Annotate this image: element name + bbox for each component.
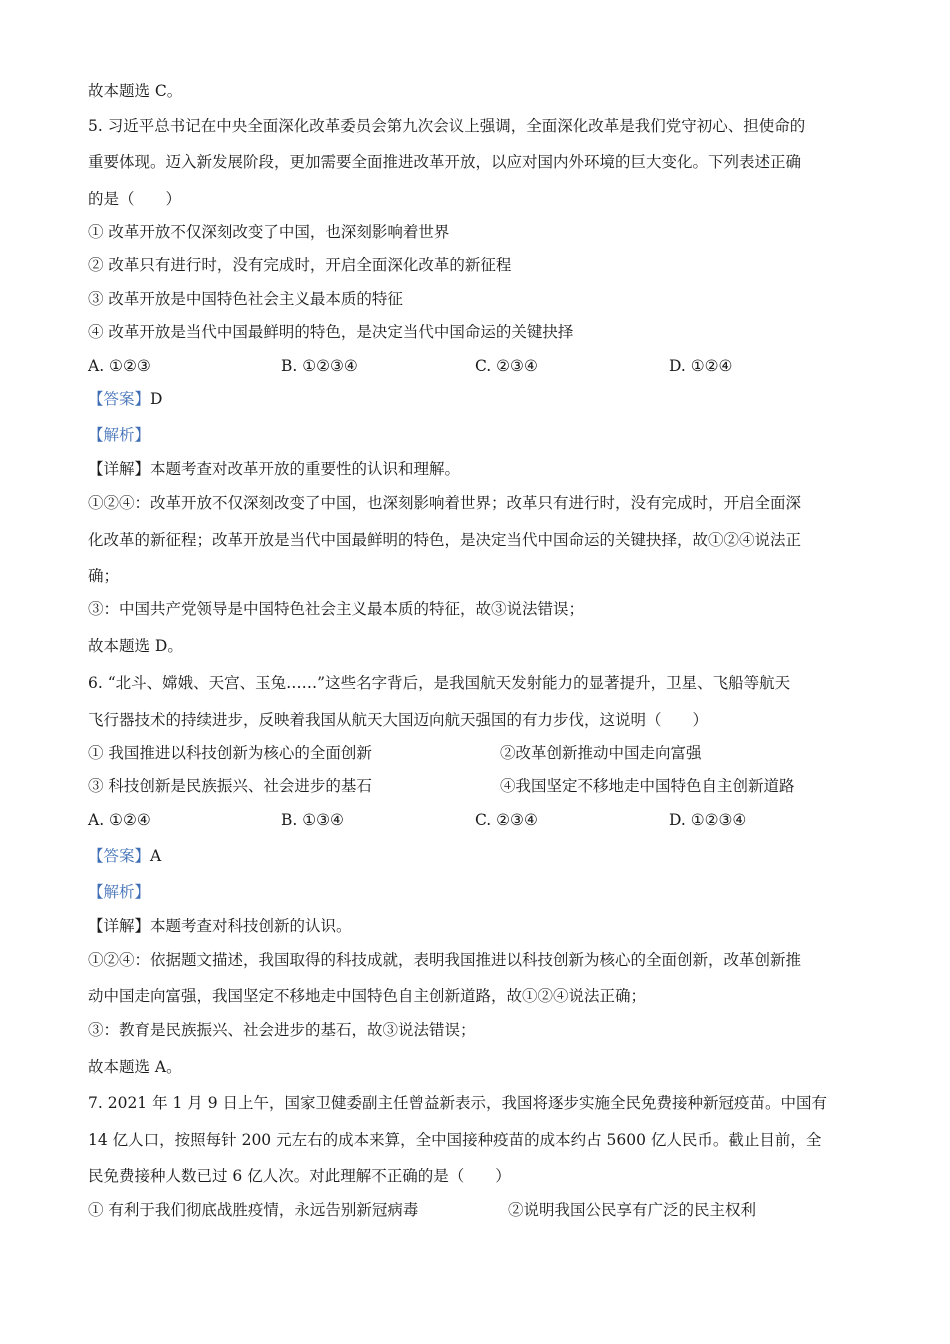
q5-conclusion: 故本题选 D。: [88, 637, 183, 655]
q6-detail-3: 动中国走向富强，我国坚定不移地走中国特色自主创新道路，故①②④说法正确；: [88, 987, 647, 1005]
q7-stem-line-3: 民免费接种人数已过 6 亿人次。对此理解不正确的是（ ）: [88, 1167, 511, 1185]
q5-detail-4: 确；: [88, 567, 120, 585]
q6-option-c: C. ②③④: [475, 811, 538, 829]
q6-statement-2: ②改革创新推动中国走向富强: [500, 744, 702, 762]
q4-conclusion: 故本题选 C。: [88, 82, 183, 100]
q7-statement-1: ① 有利于我们彻底战胜疫情，永远告别新冠病毒: [88, 1201, 419, 1219]
q6-option-d: D. ①②③④: [669, 811, 747, 829]
q6-statement-3: ③ 科技创新是民族振兴、社会进步的基石: [88, 777, 372, 795]
q7-stem-line-2: 14 亿人口，按照每针 200 元左右的成本来算，全中国接种疫苗的成本约占 5600 亿人民币。截止目前，全: [88, 1131, 822, 1149]
q6-detail-4: ③：教育是民族振兴、社会进步的基石，故③说法错误；: [88, 1021, 476, 1039]
q5-detail-1: 【详解】本题考查对改革开放的重要性的认识和理解。: [88, 460, 461, 478]
answer-value: A: [150, 847, 162, 865]
q5-detail-5: ③：中国共产党领导是中国特色社会主义最本质的特征，故③说法错误；: [88, 600, 585, 618]
q5-answer: [88, 389, 162, 409]
q5-analysis-tag: 【解析】: [88, 426, 151, 444]
answer-value: D: [150, 390, 163, 408]
q6-statement-1: ① 我国推进以科技创新为核心的全面创新: [88, 744, 372, 762]
q6-analysis-tag: 【解析】: [88, 883, 151, 901]
q5-option-c: C. ②③④: [475, 357, 538, 375]
q5-stem-line-1: 5. 习近平总书记在中央全面深化改革委员会第九次会议上强调，全面深化改革是我们党守初心、担使命的: [88, 117, 806, 135]
q6-option-a: A. ①②④: [88, 811, 151, 829]
q5-statement-3: ③ 改革开放是中国特色社会主义最本质的特征: [88, 290, 403, 308]
answer-tag: 【答案】: [88, 847, 151, 865]
q5-stem-line-3: 的是（ ）: [88, 190, 182, 208]
q6-detail-1: 【详解】本题考查对科技创新的认识。: [88, 917, 352, 935]
q5-stem-line-2: 重要体现。迈入新发展阶段，更加需要全面推进改革开放，以应对国内外环境的巨大变化。下列表述正确: [88, 153, 802, 171]
q7-statement-2: ②说明我国公民享有广泛的民主权利: [508, 1201, 757, 1219]
q5-detail-2: ①②④：改革开放不仅深刻改变了中国，也深刻影响着世界；改革只有进行时，没有完成时，开启全面深: [88, 494, 802, 512]
q6-stem-line-1: 6. “北斗、嫦娥、天宫、玉兔……”这些名字背后，是我国航天发射能力的显著提升，卫星、飞船等航天: [88, 674, 791, 692]
q6-statement-4: ④我国坚定不移地走中国特色自主创新道路: [500, 777, 795, 795]
q5-option-a: A. ①②③: [88, 357, 151, 375]
q6-detail-2: ①②④：依据题文描述，我国取得的科技成就，表明我国推进以科技创新为核心的全面创新，改革创新推: [88, 951, 802, 969]
q6-answer: [88, 846, 161, 866]
q7-stem-line-1: 7. 2021 年 1 月 9 日上午，国家卫健委副主任曾益新表示，我国将逐步实施全民免费接种新冠疫苗。中国有: [88, 1094, 828, 1112]
q6-conclusion: 故本题选 A。: [88, 1058, 182, 1076]
q5-option-b: B. ①②③④: [281, 357, 358, 375]
q5-option-d: D. ①②④: [669, 357, 733, 375]
answer-tag: 【答案】: [88, 390, 151, 408]
q5-statement-1: ① 改革开放不仅深刻改变了中国，也深刻影响着世界: [88, 223, 450, 241]
q5-statement-2: ② 改革只有进行时，没有完成时，开启全面深化改革的新征程: [88, 256, 512, 274]
q6-stem-line-2: 飞行器技术的持续进步，反映着我国从航天大国迈向航天强国的有力步伐，这说明（ ）: [88, 711, 709, 729]
q5-detail-3: 化改革的新征程；改革开放是当代中国最鲜明的特色，是决定当代中国命运的关键抉择，故①②④说法正: [88, 531, 802, 549]
q6-option-b: B. ①③④: [281, 811, 344, 829]
q5-statement-4: ④ 改革开放是当代中国最鲜明的特色，是决定当代中国命运的关键抉择: [88, 323, 574, 341]
